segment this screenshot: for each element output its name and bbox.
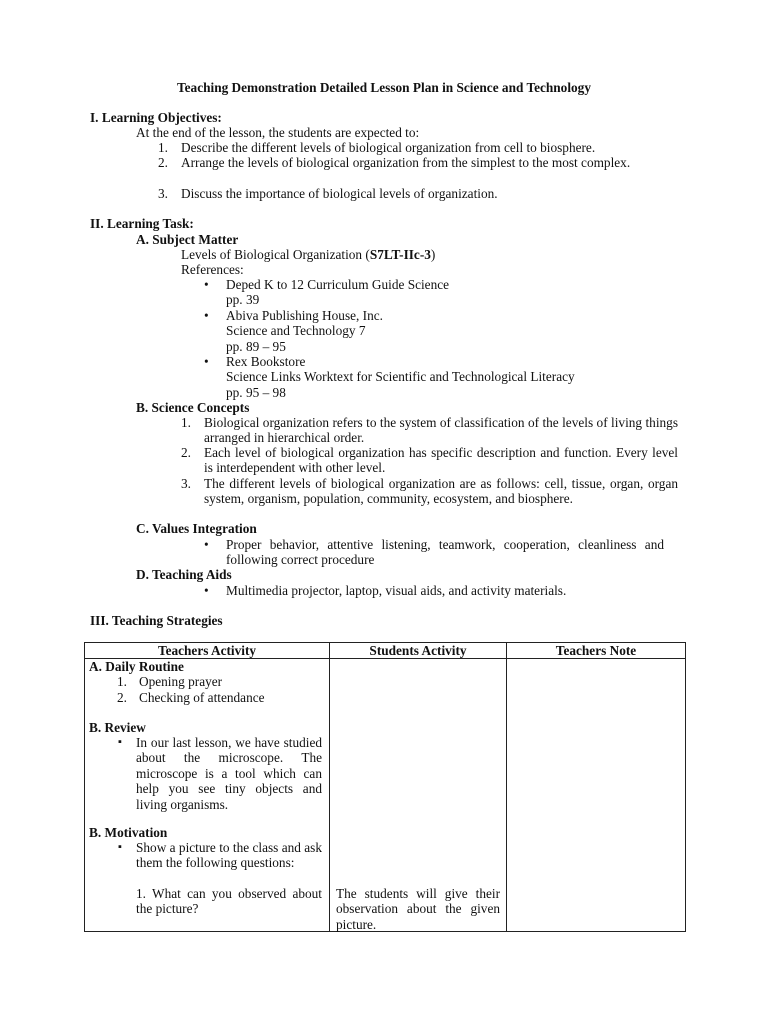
reference-item: • Rex Bookstore Science Links Worktext for Scientific and Technological Literacy pp. 95 – 98 — [226, 354, 575, 400]
objectives-heading: I. Learning Objectives: — [90, 110, 222, 125]
competency-code: S7LT-IIc-3 — [369, 247, 431, 262]
objective-item: Describe the different levels of biological organization from cell to biosphere. — [181, 140, 596, 155]
column-header: Teachers Activity — [85, 643, 330, 659]
concept-item: The different levels of biological organization are as follows: cell, tissue, organ, organ system, organism, population, community, ecosystem, and biosphere. — [204, 476, 678, 507]
column-header: Teachers Note — [507, 643, 686, 659]
document-title: Teaching Demonstration Detailed Lesson Plan in Science and Technology — [177, 80, 591, 95]
concept-item: Each level of biological organization has specific description and function. Every level is interdependent with other level. — [204, 445, 678, 476]
teaching-strategies-heading: III. Teaching Strategies — [90, 613, 223, 628]
student-response: The students will give their observation about the given picture. — [336, 886, 500, 932]
routine-item: Checking of attendance — [139, 690, 265, 705]
values-integration-heading: C. Values Integration — [136, 521, 257, 536]
teaching-strategies-table — [84, 642, 686, 932]
objective-number: 2. — [158, 155, 168, 170]
objective-item: Discuss the importance of biological levels of organization. — [181, 186, 498, 201]
column-header: Students Activity — [330, 643, 507, 659]
teachers-note-cell — [507, 659, 686, 932]
subject-matter-heading: A. Subject Matter — [136, 232, 239, 247]
review-heading: B. Review — [89, 720, 146, 735]
daily-routine-heading: A. Daily Routine — [89, 659, 184, 674]
reference-item: • Deped K to 12 Curriculum Guide Science pp. 39 — [226, 277, 449, 308]
teachers-activity-cell — [85, 659, 330, 932]
values-item: • Proper behavior, attentive listening, teamwork, cooperation, cleanliness and following correct procedure — [226, 537, 664, 568]
routine-item: Opening prayer — [139, 674, 223, 689]
objective-number: 1. — [158, 140, 168, 155]
concept-number: 3. — [181, 476, 191, 491]
objective-item: Arrange the levels of biological organization from the simplest to the most complex. — [181, 155, 631, 170]
objective-number: 3. — [158, 186, 168, 201]
motivation-heading: B. Motivation — [89, 825, 168, 840]
motivation-question: 1. What can you observed about the picture? — [136, 886, 322, 917]
reference-item: • Abiva Publishing House, Inc. Science and Technology 7 pp. 89 – 95 — [226, 308, 383, 354]
concept-number: 1. — [181, 415, 191, 430]
routine-number: 1. — [117, 674, 127, 689]
teaching-aids-item: • Multimedia projector, laptop, visual aids, and activity materials. — [226, 583, 566, 598]
teaching-aids-heading: D. Teaching Aids — [136, 567, 232, 582]
references-label: References: — [181, 262, 244, 277]
concept-number: 2. — [181, 445, 191, 460]
learning-task-heading: II. Learning Task: — [90, 216, 194, 231]
science-concepts-heading: B. Science Concepts — [136, 400, 250, 415]
students-activity-cell — [330, 659, 507, 932]
routine-number: 2. — [117, 690, 127, 705]
subject-topic: Levels of Biological Organization (S7LT-IIc-3) — [181, 247, 436, 262]
motivation-text: ▪ Show a picture to the class and ask them the following questions: — [136, 840, 322, 871]
objectives-intro: At the end of the lesson, the students are expected to: — [136, 125, 420, 140]
review-text: ▪ In our last lesson, we have studied about the microscope. The microscope is a tool which can help you see tiny objects and living organisms. — [136, 735, 322, 812]
concept-item: Biological organization refers to the system of classification of the levels of living things arranged in hierarchical order. — [204, 415, 678, 446]
